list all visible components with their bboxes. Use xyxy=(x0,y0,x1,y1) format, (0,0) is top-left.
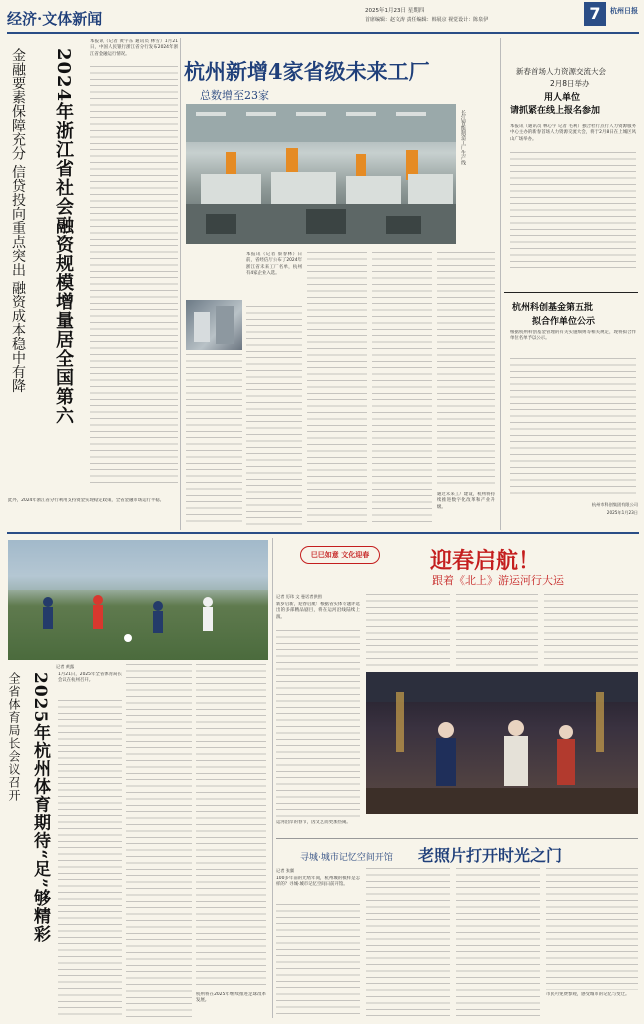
tech-notice xyxy=(504,296,638,530)
section-title: 经济·文体新闻 xyxy=(7,10,103,28)
opera-body-3 xyxy=(456,594,538,668)
finance-vertical-subtitle: 金融要素保障充分 信贷投向重点突出 融资成本稳中有降 xyxy=(10,48,26,393)
photos-body-3 xyxy=(456,868,540,1018)
opera-title: 迎春启航！ xyxy=(430,548,541,574)
opera-body-1 xyxy=(276,630,360,818)
hr-notice xyxy=(504,38,638,288)
tech-footer-1: 杭州市科创集团有限公司 xyxy=(591,502,638,507)
sports-photo xyxy=(8,540,268,660)
factory-body-text-2 xyxy=(307,252,367,526)
factory-title: 杭州新增4家省级未来工厂 xyxy=(184,59,430,84)
sports-body-3 xyxy=(196,664,266,990)
opera-body-4 xyxy=(544,594,638,668)
hr-heading-2: 2月8日举办 xyxy=(550,79,590,88)
finance-lead: 本报讯（记者 黄宇东 通讯员 林雪）1月21日，中国人民银行浙江省分行发布2024年浙江省金融运行情况。 xyxy=(90,39,178,57)
factory-photo-caption: 长江智能制造工厂生产线 xyxy=(460,110,466,165)
factory-subtitle: 总数增至23家 xyxy=(200,89,269,102)
factory-body-text-1 xyxy=(246,306,302,526)
tech-heading-2: 拟合作单位公示 xyxy=(532,317,596,327)
date-line: 2025年1月23日 星期四 xyxy=(365,8,425,14)
factory-body-tail: 通过未来工厂建设，杭州将持续推进数字化改革和产业升级。 xyxy=(437,492,495,510)
editors-line: 首席编辑：赵文涛 责任编辑：韩展京 视觉设计：陈泉伊 xyxy=(365,17,489,23)
opera-byline: 记者 厉玮 文 曼话者供图 xyxy=(276,594,322,599)
opera-body-tail: 运河沿岸的春节，因文艺而更加热闹。 xyxy=(276,820,351,825)
sports-body-1 xyxy=(58,700,122,1018)
photos-byline: 记者 张翼 xyxy=(276,868,295,873)
factory-body-lead: 本报讯（记者 蔡春林）日前，省经信厅公布了2024年浙江省未来工厂名单，杭州有4家企业入选。 xyxy=(246,252,302,277)
photos-body-4 xyxy=(546,868,638,990)
tech-body-lines xyxy=(510,358,636,498)
page-header xyxy=(0,0,644,34)
finance-vertical-title: 2024年浙江省社会融资规模增量居全国第六 xyxy=(53,48,74,426)
hr-heading-4: 请抓紧在线上报名参加 xyxy=(510,106,601,116)
factory-inset-text xyxy=(186,354,242,526)
photos-body-1 xyxy=(276,904,360,1018)
tech-footer-2: 2025年1月23日 xyxy=(606,510,638,515)
photos-body-2 xyxy=(366,868,450,1018)
factory-inset-photo xyxy=(186,300,242,350)
tech-heading-1: 杭州科创基金第五批 xyxy=(512,303,594,313)
page-number: 7 xyxy=(584,2,606,26)
tech-body: 根据杭州科创基金管理的有关实施细则等相关规定，现将拟合作单位名单予以公示。 xyxy=(510,330,636,342)
hr-body: 本报讯（通讯员 林心宇 记者 毛利）独合杜行点行人力资源服务中心主办的新春首场人力资源交流大会，将于2月8日在上城区风山广场举办。 xyxy=(510,124,636,142)
hr-heading-1: 新春首场人力资源交流大会 xyxy=(516,67,606,76)
sports-vertical-title: 2025年杭州体育期待“足”够精彩 xyxy=(30,672,50,943)
opera-photo xyxy=(366,672,638,814)
newspaper-logo: 杭州日报 xyxy=(610,6,638,15)
sports-body-tail: 杭州将在2025年继续推进足球改革发展。 xyxy=(196,992,266,1004)
finance-footer: 此外，2024年浙江省分行利用支持资金实现稳定政策，全省金融市场运行平稳。 xyxy=(8,498,165,503)
opera-body-2 xyxy=(366,594,450,668)
opera-body: 新岁启新，迎春启航！根据省实体专题评选出的多部精品剧目，将在运河沿线陆续上演。 xyxy=(276,602,360,620)
hr-heading-3: 用人单位 xyxy=(544,93,581,103)
factory-body-text-4 xyxy=(437,252,495,488)
sports-lead: 1月21日，2025年全省体育局长会议在杭州召开。 xyxy=(58,672,122,684)
photos-title-large: 老照片打开时光之门 xyxy=(418,846,563,865)
factory-body-text-3 xyxy=(372,252,432,526)
photos-title-small: 寻城·城市记忆空间开馆 xyxy=(300,853,393,863)
photos-body: 100多年前的光绪年间，杭州城的模样是怎样的？寻城·城市记忆空间日前开馆。 xyxy=(276,876,360,888)
culture-logo: 巳巳如意 文化迎春 xyxy=(300,546,380,564)
opera-subtitle: 跟着《北上》游运河行大运 xyxy=(432,574,564,587)
sports-body-2 xyxy=(126,664,192,1018)
sports-vertical-subtitle: 全省体育局长会议召开 xyxy=(7,672,21,802)
sports-byline: 记者 黄露 xyxy=(56,664,75,669)
finance-body-text xyxy=(90,66,178,486)
factory-photo xyxy=(186,104,456,244)
hr-body-lines xyxy=(510,152,636,272)
photos-body-tail: 市民可免费参观，感受城市的记忆与变迁。 xyxy=(546,992,630,997)
